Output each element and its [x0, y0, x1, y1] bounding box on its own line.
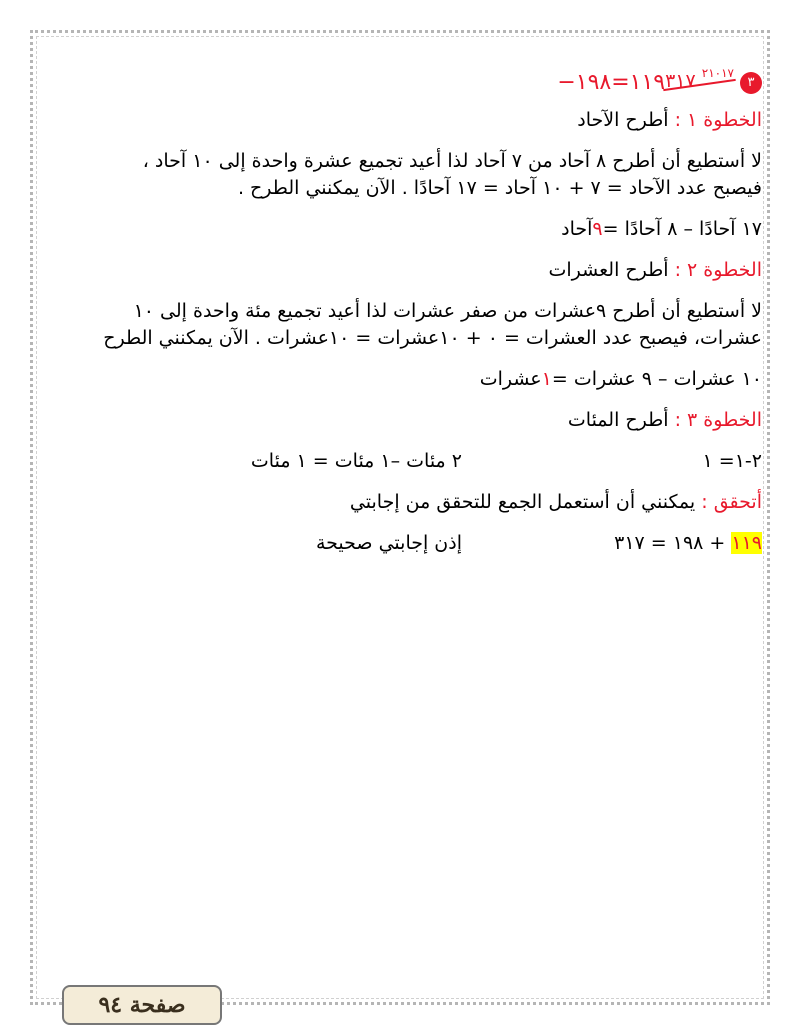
minuend-digits: ٣١٧ — [665, 70, 696, 92]
step1-result-suffix: آحاد — [561, 218, 593, 240]
step1-explanation-line1: لا أستطيع أن أطرح ٨ آحاد من ٧ آحاد لذا أعيد تجميع عشرة واحدة إلى ١٠ آحاد ، — [142, 150, 762, 172]
step3-short: ٢-١= ١ — [702, 450, 762, 472]
check-label: أتحقق : — [701, 491, 762, 513]
worked-solution — [78, 68, 762, 571]
check-text: يمكنني أن أستعمل الجمع للتحقق من إجابتي — [349, 491, 696, 513]
check-highlight: ١١٩ — [731, 532, 762, 554]
problem-line — [78, 68, 762, 97]
step1-result-prefix: ١٧ آحادًا – ٨ آحادًا = — [602, 218, 762, 240]
step2-heading — [78, 257, 762, 284]
step2-result — [78, 366, 762, 393]
check-equation — [462, 530, 762, 557]
step2-result-value: ١ — [541, 368, 552, 390]
page-number-tab — [62, 985, 222, 1025]
step2-explanation: لا أستطيع أن أطرح ٩عشرات من صفر عشرات لذا أعيد تجميع مئة واحدة إلى ١٠ عشرات، فيصبح عدد العشرات = ٠ + ١٠عشرات = ١٠عشرات . الآن يمكنني الطرح — [103, 300, 762, 349]
step2-result-prefix: ١٠ عشرات – ٩ عشرات = — [551, 368, 762, 390]
step1-label: الخطوة ١ : — [674, 109, 762, 131]
step3-title: أطرح المئات — [567, 409, 669, 431]
step3-results — [78, 448, 762, 475]
step1-result-value: ٩ — [592, 218, 603, 240]
step1-title: أطرح الآحاد — [577, 109, 669, 131]
step1-explanation-line2: فيصبح عدد الآحاد = ٧ + ١٠ آحاد = ١٧ آحادًا . الآن يمكنني الطرح . — [237, 177, 762, 199]
step2-result-suffix: عشرات — [479, 368, 542, 390]
step2-label: الخطوة ٢ : — [674, 259, 762, 281]
check-results — [78, 530, 762, 557]
crossed-minuend — [665, 68, 734, 97]
step1-heading — [78, 107, 762, 134]
page-number-label: صفحة ٩٤ — [98, 992, 186, 1018]
problem-number-badge: ٣ — [740, 72, 762, 94]
regroup-marks: ٢١٠١٧ — [701, 66, 734, 80]
check-equation-rest: + ١٩٨ = ٣١٧ — [614, 532, 726, 554]
step3-label: الخطوة ٣ : — [674, 409, 762, 431]
problem-equation: ١١٩=١٩٨− — [557, 70, 666, 95]
step3-heading — [78, 407, 762, 434]
step1-result — [78, 216, 762, 243]
check-heading — [78, 489, 762, 516]
step3-long: ٢ مئات –١ مئات = ١ مئات — [250, 450, 462, 472]
step1-explanation — [78, 148, 762, 202]
check-conclusion: إذن إجابتي صحيحة — [315, 532, 462, 554]
step2-title: أطرح العشرات — [548, 259, 669, 281]
